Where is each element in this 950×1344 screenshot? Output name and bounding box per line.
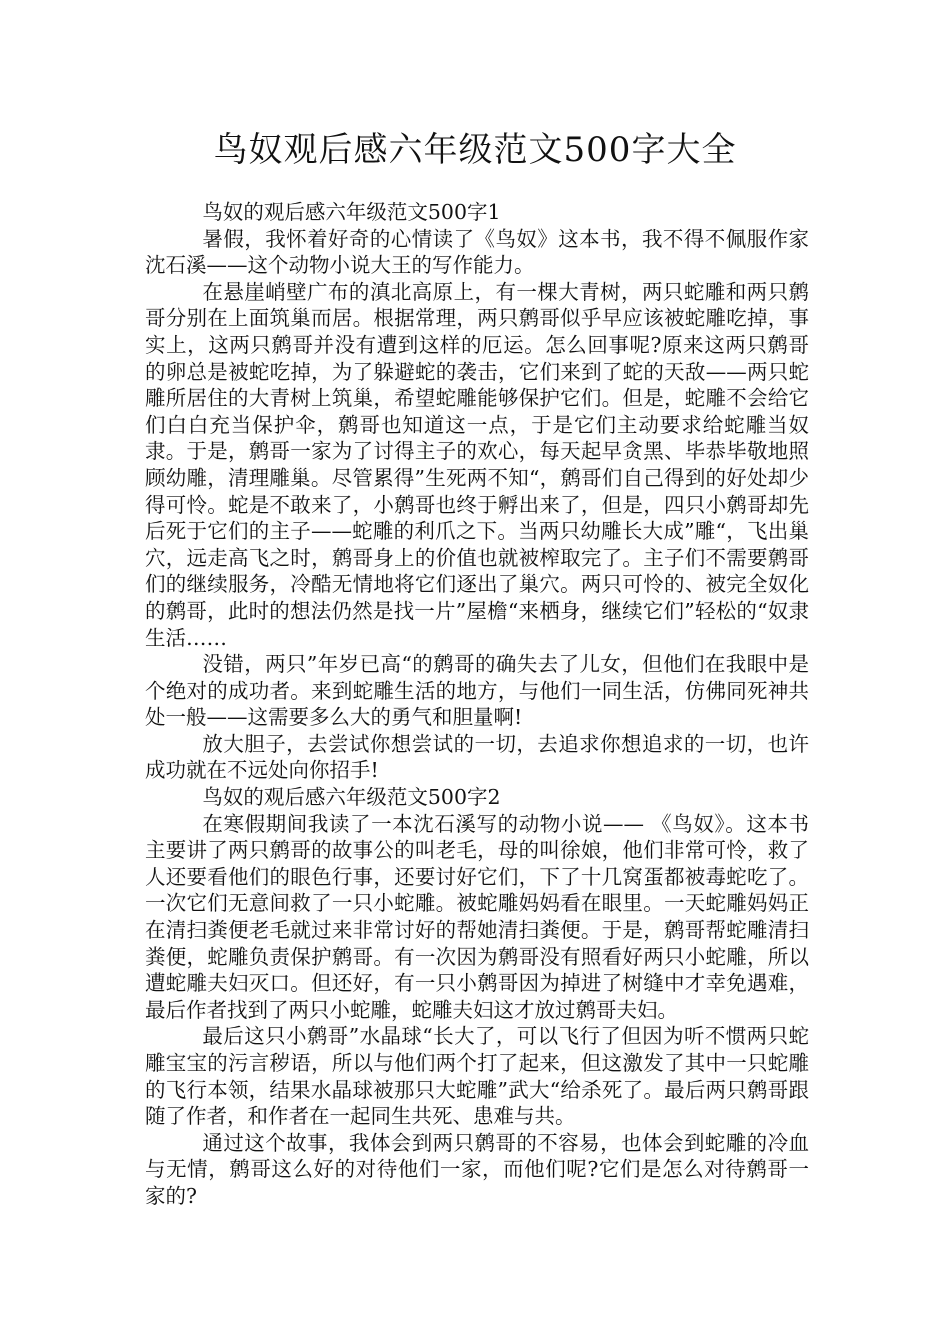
document-title: 鸟奴观后感六年级范文500字大全 (213, 130, 737, 170)
paragraph: 通过这个故事，我体会到两只鹩哥的不容易，也体会到蛇雕的冷血与无情，鹩哥这么好的对待他们一家，而他们呢?它们是怎么对待鹩哥一家的? (145, 1130, 809, 1208)
paragraph: 暑假，我怀着好奇的心情读了《鸟奴》这本书，我不得不佩服作家沈石溪——这个动物小说大王的写作能力。 (145, 226, 809, 278)
section-heading: 鸟奴的观后感六年级范文500字1 (202, 200, 501, 224)
section-heading: 鸟奴的观后感六年级范文500字2 (202, 785, 501, 810)
paragraph: 没错，两只”年岁已高“的鹩哥的确失去了儿女，但他们在我眼中是个绝对的成功者。来到蛇雕生活的地方，与他们一同生活，仿佛同死神共处一般——这需要多么大的勇气和胆量啊! (145, 652, 809, 730)
document-body (145, 199, 809, 1210)
paragraph: 在悬崖峭壁广布的滇北高原上，有一棵大青树，两只蛇雕和两只鹩哥分别在上面筑巢而居。根据常理，两只鹩哥似乎早应该被蛇雕吃掉，事实上，这两只鹩哥并没有遭到这样的厄运。怎么回事呢?原来这两只鹩哥的卵总是被蛇吃掉，为了躲避蛇的袭击，它们来到了蛇的天敌——两只蛇雕所居住的大青树上筑巢，希望蛇雕能够保护它们。但是，蛇雕不会给它们白白充当保护伞，鹩哥也知道这一点，于是它们主动要求给蛇雕当奴隶。于是，鹩哥一家为了讨得主子的欢心，每天起早贪黑、毕恭毕敬地照顾幼雕，清理雕巢。尽管累得”生死两不知“，鹩哥们自己得到的好处却少得可怜。蛇是不敢来了，小鹩哥也终于孵出来了，但是，四只小鹩哥却先后死于它们的主子——蛇雕的利爪之下。当两只幼雕长大成”雕“，飞出巢穴，远走高飞之时，鹩哥身上的价值也就被榨取完了。主子们不需要鹩哥们的继续服务，冷酷无情地将它们逐出了巢穴。两只可怜的、被完全奴化的鹩哥，此时的想法仍然是找一片”屋檐“来栖身，继续它们”轻松的“奴隶生活…… (145, 279, 809, 650)
paragraph: 在寒假期间我读了一本沈石溪写的动物小说—— 《鸟奴》。这本书主要讲了两只鹩哥的故事公的叫老毛，母的叫徐娘，他们非常可怜，救了人还要看他们的眼色行事，还要讨好它们，下了十几窝蛋都被毒蛇吃了。一次它们无意间救了一只小蛇雕。被蛇雕妈妈看在眼里。一天蛇雕妈妈正在清扫粪便老毛就过来非常讨好的帮她清扫粪便。于是，鹩哥帮蛇雕清扫粪便，蛇雕负责保护鹩哥。有一次因为鹩哥没有照看好两只小蛇雕，所以遭蛇雕夫妇灭口。但还好，有一只小鹩哥因为掉进了树缝中才幸免遇难，最后作者找到了两只小蛇雕，蛇雕夫妇这才放过鹩哥夫妇。 (145, 811, 809, 1022)
paragraph: 放大胆子，去尝试你想尝试的一切，去追求你想追求的一切，也许成功就在不远处向你招手! (145, 731, 809, 783)
paragraph: 最后这只小鹩哥”水晶球“长大了，可以飞行了但因为听不惯两只蛇雕宝宝的污言秽语，所以与他们两个打了起来，但这激发了其中一只蛇雕的飞行本领，结果水晶球被那只大蛇雕”武大“给杀死了。最后两只鹩哥跟随了作者，和作者在一起同生共死、患难与共。 (145, 1024, 809, 1129)
